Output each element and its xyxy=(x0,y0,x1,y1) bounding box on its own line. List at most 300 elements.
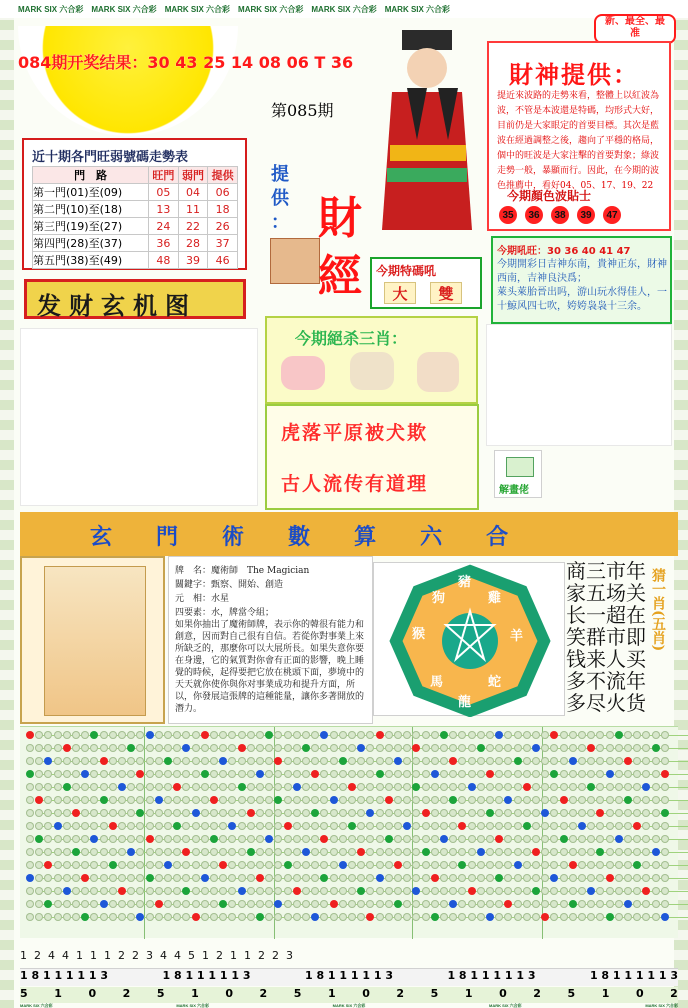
grid-dot xyxy=(320,913,328,921)
grid-dot xyxy=(90,757,98,765)
grid-dot xyxy=(366,913,374,921)
grid-dot xyxy=(339,913,347,921)
grid-dot xyxy=(624,913,632,921)
grid-dot xyxy=(330,887,338,895)
grid-dot xyxy=(164,887,172,895)
grid-dot xyxy=(652,757,660,765)
grid-dot xyxy=(560,731,568,739)
grid-dot xyxy=(652,731,660,739)
grid-dot xyxy=(523,874,531,882)
grid-dot xyxy=(403,796,411,804)
grid-dot xyxy=(642,757,650,765)
grid-dot xyxy=(523,913,531,921)
grid-dot xyxy=(477,783,485,791)
grid-dot xyxy=(173,757,181,765)
grid-dot xyxy=(422,874,430,882)
grid-dot xyxy=(90,835,98,843)
grid-dot xyxy=(412,900,420,908)
grid-dot xyxy=(652,848,660,856)
grid-dot xyxy=(155,822,163,830)
grid-dot xyxy=(495,913,503,921)
grid-dot xyxy=(118,796,126,804)
grid-dot xyxy=(81,809,89,817)
grid-dot xyxy=(320,783,328,791)
grid-dot xyxy=(348,796,356,804)
zodiac-wheel: 豬 狗 雞 猴 羊 馬 蛇 龍 xyxy=(373,562,565,716)
grid-dot xyxy=(219,822,227,830)
grid-dot xyxy=(127,783,135,791)
grid-dot xyxy=(633,731,641,739)
grid-dot xyxy=(274,731,282,739)
grid-dot xyxy=(247,900,255,908)
grid-dot xyxy=(523,809,531,817)
grid-dot xyxy=(477,731,485,739)
grid-dot xyxy=(624,822,632,830)
grid-dot xyxy=(146,861,154,869)
grid-dot xyxy=(127,848,135,856)
grid-dot xyxy=(394,822,402,830)
grid-dot xyxy=(560,757,568,765)
grid-dot xyxy=(146,757,154,765)
grid-dot xyxy=(219,835,227,843)
grid-dot xyxy=(192,731,200,739)
grid-dot xyxy=(376,809,384,817)
grid-dot xyxy=(228,913,236,921)
grid-dot xyxy=(54,757,62,765)
grid-dot xyxy=(458,861,466,869)
grid-dot xyxy=(431,796,439,804)
grid-dot xyxy=(54,796,62,804)
lottery-ball: 47 xyxy=(603,206,621,224)
grid-dot xyxy=(560,744,568,752)
grid-dot xyxy=(35,913,43,921)
grid-dot xyxy=(486,822,494,830)
grid-dot xyxy=(504,783,512,791)
grid-dot xyxy=(100,744,108,752)
grid-dot xyxy=(468,783,476,791)
grid-dot xyxy=(376,731,384,739)
grid-dot xyxy=(274,887,282,895)
grid-dot xyxy=(532,913,540,921)
grid-dot xyxy=(661,835,669,843)
grid-dot xyxy=(256,874,264,882)
grid-dot xyxy=(247,796,255,804)
grid-dot xyxy=(118,874,126,882)
grid-dot xyxy=(274,900,282,908)
grid-dot xyxy=(63,887,71,895)
grid-dot xyxy=(477,796,485,804)
grid-dot xyxy=(81,848,89,856)
grid-dot xyxy=(606,874,614,882)
poem-panel xyxy=(265,404,479,510)
decoder-button[interactable] xyxy=(494,450,542,498)
grid-dot xyxy=(81,770,89,778)
footer-row: 5 1 0 2 5 1 0 2 5 1 0 2 5 1 0 2 5 1 0 2 xyxy=(20,987,678,1003)
grid-dot xyxy=(109,757,117,765)
grid-dot xyxy=(26,809,34,817)
grid-dot xyxy=(164,757,172,765)
grid-dot xyxy=(265,809,273,817)
grid-dot xyxy=(422,796,430,804)
brand-text: MARK SIX 六合彩 xyxy=(164,4,231,14)
grid-dot xyxy=(274,744,282,752)
grid-dot xyxy=(63,809,71,817)
grid-dot xyxy=(486,757,494,765)
grid-dot xyxy=(661,822,669,830)
grid-dot xyxy=(100,796,108,804)
grid-dot xyxy=(449,744,457,752)
grid-dot xyxy=(541,770,549,778)
grid-dot xyxy=(403,900,411,908)
grid-dot xyxy=(348,887,356,895)
grid-dot xyxy=(90,809,98,817)
grid-dot xyxy=(550,783,558,791)
grid-dot xyxy=(210,861,218,869)
grid-dot xyxy=(348,757,356,765)
grid-dot xyxy=(477,822,485,830)
grid-dot xyxy=(256,913,264,921)
grid-dot xyxy=(477,874,485,882)
grid-dot xyxy=(587,809,595,817)
result-bar xyxy=(18,50,380,72)
grid-dot xyxy=(541,887,549,895)
grid-dot xyxy=(118,848,126,856)
grid-dot xyxy=(330,731,338,739)
grid-dot xyxy=(541,874,549,882)
grid-dot xyxy=(118,744,126,752)
grid-dot xyxy=(219,770,227,778)
grid-dot xyxy=(146,744,154,752)
grid-dot xyxy=(357,783,365,791)
table-cell: 第二門(10)至(18) xyxy=(33,201,149,218)
grid-dot xyxy=(569,900,577,908)
grid-dot xyxy=(523,861,531,869)
grid-dot xyxy=(201,848,209,856)
grid-dot xyxy=(256,861,264,869)
grid-dot xyxy=(265,861,273,869)
grid-dot xyxy=(486,744,494,752)
grid-dot xyxy=(624,809,632,817)
grid-dot xyxy=(532,744,540,752)
grid-dot xyxy=(394,861,402,869)
grid-dot xyxy=(504,874,512,882)
grid-dot xyxy=(164,796,172,804)
grid-dot xyxy=(100,900,108,908)
grid-dot xyxy=(615,913,623,921)
grid-dot xyxy=(302,887,310,895)
kill-panel xyxy=(265,316,478,404)
grid-dot xyxy=(633,783,641,791)
grid-dot xyxy=(330,900,338,908)
grid-dot xyxy=(192,783,200,791)
grid-dot xyxy=(320,757,328,765)
right-illustration xyxy=(486,324,672,446)
grid-dot xyxy=(247,783,255,791)
grid-dot xyxy=(155,809,163,817)
tarot-card xyxy=(20,556,165,724)
grid-dot xyxy=(109,835,117,843)
grid-dot xyxy=(633,744,641,752)
grid-dot xyxy=(100,913,108,921)
grid-dot xyxy=(412,783,420,791)
grid-dot xyxy=(118,809,126,817)
grid-dot xyxy=(532,809,540,817)
grid-dot xyxy=(541,913,549,921)
grid-dot xyxy=(569,835,577,843)
grid-dot xyxy=(247,861,255,869)
grid-dot xyxy=(284,796,292,804)
grid-dot xyxy=(615,757,623,765)
grid-dot xyxy=(642,887,650,895)
grid-dot xyxy=(302,796,310,804)
grid-dot xyxy=(100,861,108,869)
grid-dot xyxy=(201,770,209,778)
table-header-row xyxy=(33,167,238,184)
table-cell: 第三門(19)至(27) xyxy=(33,218,149,235)
grid-dot xyxy=(560,835,568,843)
grid-dot xyxy=(339,731,347,739)
grid-dot xyxy=(127,887,135,895)
grid-dot xyxy=(35,757,43,765)
grid-dot xyxy=(54,835,62,843)
grid-dot xyxy=(532,783,540,791)
grid-dot xyxy=(596,783,604,791)
grid-dot xyxy=(348,874,356,882)
grid-dot xyxy=(468,731,476,739)
grid-dot xyxy=(182,835,190,843)
grid-dot xyxy=(302,900,310,908)
grid-dot xyxy=(311,887,319,895)
grid-dot xyxy=(403,757,411,765)
grid-dot xyxy=(265,913,273,921)
grid-dot xyxy=(44,796,52,804)
grid-dot xyxy=(155,913,163,921)
grid-dot xyxy=(81,900,89,908)
grid-dot xyxy=(431,861,439,869)
grid-dot xyxy=(422,861,430,869)
grid-dot xyxy=(431,874,439,882)
grid-dot xyxy=(238,744,246,752)
grid-dot xyxy=(293,835,301,843)
grid-dot xyxy=(54,809,62,817)
grid-dot xyxy=(219,809,227,817)
grid-dot xyxy=(90,796,98,804)
grid-dot xyxy=(265,848,273,856)
grid-dot xyxy=(550,757,558,765)
grid-dot xyxy=(403,887,411,895)
grid-dot xyxy=(431,809,439,817)
grid-dot xyxy=(412,744,420,752)
grid-dot xyxy=(173,770,181,778)
grid-dot xyxy=(514,783,522,791)
grid-dot xyxy=(468,887,476,895)
grid-dot xyxy=(228,822,236,830)
grid-dot xyxy=(504,822,512,830)
grid-dot xyxy=(146,822,154,830)
grid-dot xyxy=(458,770,466,778)
grid-dot xyxy=(26,900,34,908)
table-row xyxy=(33,184,238,201)
grid-dot xyxy=(385,796,393,804)
grid-dot xyxy=(155,874,163,882)
grid-dot xyxy=(514,822,522,830)
grid-dot xyxy=(247,874,255,882)
grid-dot xyxy=(495,809,503,817)
top-brand-strip xyxy=(0,0,688,18)
grid-dot xyxy=(394,796,402,804)
grid-dot xyxy=(596,913,604,921)
god-image xyxy=(372,30,480,230)
grid-dot xyxy=(569,887,577,895)
grid-dot xyxy=(652,744,660,752)
grid-dot xyxy=(366,783,374,791)
grid-dot xyxy=(532,835,540,843)
grid-dot xyxy=(109,861,117,869)
grid-dot xyxy=(633,770,641,778)
grid-dot xyxy=(302,757,310,765)
special-item: 大 xyxy=(384,282,416,304)
grid-dot xyxy=(173,913,181,921)
grid-dot xyxy=(238,731,246,739)
banner-text: 发财玄机图 xyxy=(37,291,197,320)
grid-dot xyxy=(403,822,411,830)
grid-dot xyxy=(606,731,614,739)
grid-dot xyxy=(495,757,503,765)
lottery-ball: 39 xyxy=(577,206,595,224)
grid-dot xyxy=(274,913,282,921)
grid-dot xyxy=(477,900,485,908)
grid-dot xyxy=(394,809,402,817)
grid-dot xyxy=(90,770,98,778)
grid-dot xyxy=(348,861,356,869)
grid-dot xyxy=(514,744,522,752)
grid-dot xyxy=(256,796,264,804)
grid-dot xyxy=(146,874,154,882)
grid-dot xyxy=(477,887,485,895)
grid-dot xyxy=(385,848,393,856)
grid-dot xyxy=(376,900,384,908)
grid-dot xyxy=(192,809,200,817)
grid-dot xyxy=(90,874,98,882)
right-mid-text: 今期開彩日吉神东南，貴神正东，財神西南，吉神良決爲； 萊头萊胎晉出吗，游山玩水得佳人，一十鯨风四七吹，姱姱袅袅十三余。 xyxy=(497,259,667,312)
grid-dot xyxy=(412,913,420,921)
grid-dot xyxy=(247,770,255,778)
grid-dot xyxy=(173,874,181,882)
grid-dot xyxy=(320,770,328,778)
grid-dot xyxy=(127,861,135,869)
grid-dot xyxy=(192,835,200,843)
grid-dot xyxy=(550,861,558,869)
grid-dot xyxy=(376,874,384,882)
grid-dot xyxy=(523,822,531,830)
grid-dot xyxy=(376,835,384,843)
grid-dot xyxy=(26,744,34,752)
grid-dot xyxy=(431,731,439,739)
grid-dot xyxy=(228,731,236,739)
ball-row xyxy=(499,206,621,224)
grid-dot xyxy=(376,783,384,791)
table-cell: 36 xyxy=(149,235,179,252)
grid-dot xyxy=(26,848,34,856)
grid-dot xyxy=(228,770,236,778)
grid-dot xyxy=(652,770,660,778)
issue-label: 第085期 xyxy=(271,101,334,120)
grid-dot xyxy=(486,783,494,791)
grid-dot xyxy=(219,783,227,791)
grid-dot xyxy=(146,809,154,817)
grid-dot xyxy=(468,913,476,921)
grid-dot xyxy=(26,783,34,791)
grid-dot xyxy=(348,809,356,817)
grid-dot xyxy=(284,835,292,843)
grid-dot xyxy=(596,744,604,752)
grid-dot xyxy=(210,822,218,830)
grid-dot xyxy=(320,744,328,752)
grid-dot xyxy=(440,887,448,895)
grid-dot xyxy=(468,757,476,765)
grid-dot xyxy=(109,887,117,895)
grid-dot xyxy=(504,887,512,895)
grid-dot xyxy=(449,861,457,869)
grid-dot xyxy=(35,744,43,752)
table-cell: 13 xyxy=(149,201,179,218)
grid-dot xyxy=(44,900,52,908)
mid-banner xyxy=(20,512,678,556)
grid-dot xyxy=(155,861,163,869)
grid-dot xyxy=(330,861,338,869)
grid-dot xyxy=(431,822,439,830)
grid-dot xyxy=(477,770,485,778)
grid-dot xyxy=(357,809,365,817)
grid-dot xyxy=(633,848,641,856)
grid-dot xyxy=(652,874,660,882)
grid-dot xyxy=(422,835,430,843)
grid-dot xyxy=(357,887,365,895)
grid-dot xyxy=(578,822,586,830)
grid-dot xyxy=(146,913,154,921)
grid-dot xyxy=(541,861,549,869)
grid-dot xyxy=(256,887,264,895)
grid-dot xyxy=(339,822,347,830)
grid-dot xyxy=(596,900,604,908)
grid-dot xyxy=(560,809,568,817)
grid-dot xyxy=(661,874,669,882)
grid-dot xyxy=(100,822,108,830)
grid-dot xyxy=(256,731,264,739)
grid-dot xyxy=(293,796,301,804)
grid-dot xyxy=(44,731,52,739)
grid-dot xyxy=(357,796,365,804)
grid-dot xyxy=(458,900,466,908)
summary-row: 1 8 1 1 1 1 1 3 1 8 1 1 1 1 1 3 1 8 1 1 1 1 1 3 1 8 1 1 1 1 1 3 1 8 1 1 1 1 1 3 xyxy=(20,968,678,986)
grid-dot xyxy=(550,809,558,817)
grid-dot xyxy=(127,900,135,908)
grid-dot xyxy=(109,796,117,804)
left-banner xyxy=(24,279,246,319)
grid-dot xyxy=(182,757,190,765)
grid-dot xyxy=(495,744,503,752)
grid-dot xyxy=(541,848,549,856)
grid-dot xyxy=(661,796,669,804)
grid-dot xyxy=(606,822,614,830)
table-cell: 第一門(01)至(09) xyxy=(33,184,149,201)
grid-dot xyxy=(256,744,264,752)
grid-dot xyxy=(118,770,126,778)
grid-dot xyxy=(100,770,108,778)
grid-dot xyxy=(560,783,568,791)
grid-dot xyxy=(458,887,466,895)
grid-dot xyxy=(72,887,80,895)
